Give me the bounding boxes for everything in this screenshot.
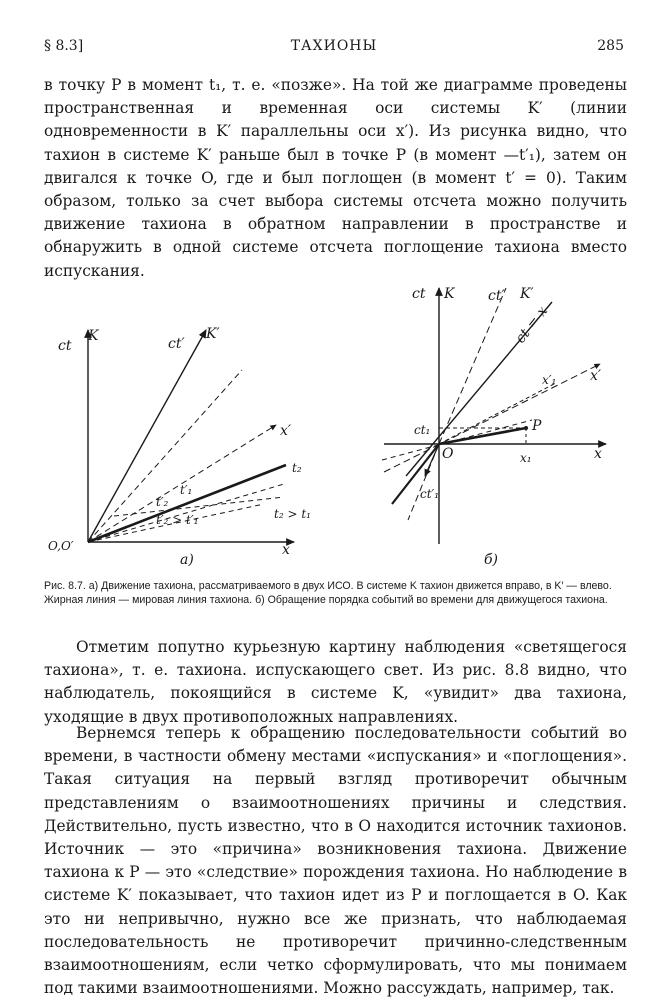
- right-panel-label: б): [484, 552, 499, 568]
- left-ct-label: ct: [58, 338, 72, 354]
- right-x1prime-label: x′₁: [542, 373, 557, 387]
- left-origin-label: O,O′: [48, 539, 74, 553]
- right-ctprime-axis: [439, 288, 506, 444]
- paragraph-1: в точку P в момент t₁, т. е. «позже». На той же диаграмме проведены пространственная и временная оси системы K′ (линии одновременности в K′ параллельны оси x′). Из рисунка видно, что тахион в системе K′ раньше был в точке P (в момент —t′₁), затем он двигался к точке O, где и был поглощен (в момент t′ = 0). Таким образом, только за счет выбора системы отсчета можно получить движение тахиона в обратном направлении в пространстве и обнаружить в одной системе отсчета поглощение тахиона вместо испускания.: [44, 76, 627, 280]
- right-x-label: x: [594, 446, 602, 462]
- paragraph-2: Отметим попутно курьезную картину наблюдения «светящегося тахиона», т. е. тахиона. испускающего свет. Из рис. 8.8 видно, что наблюдатель, покоящийся в системе K, «увидит» два тахиона, уходящие в двух противоположных направлениях.: [44, 638, 627, 726]
- right-Kprime-label: K′: [520, 286, 534, 302]
- left-inequality-2: t₂ > t₁: [274, 507, 311, 521]
- right-xprime-axis: [384, 364, 600, 472]
- right-ct-label: ct: [412, 286, 426, 302]
- right-ctprime-label: ct′: [488, 288, 505, 304]
- left-xprime-label: x′: [280, 423, 292, 439]
- left-Kprime-label: K′: [206, 326, 220, 342]
- left-K-label: K: [88, 328, 99, 344]
- left-tachyon-worldline: [88, 465, 286, 542]
- left-inequality-1: t′₂ > t′₁: [156, 513, 199, 527]
- page-header: [44, 38, 624, 60]
- right-ctx-label: ct = x: [512, 303, 552, 347]
- right-x1prime-line: [439, 384, 554, 444]
- figure-caption: Рис. 8.7. а) Движение тахиона, рассматриваемого в двух ИСО. В системе K тахион движется вправо, в K′ — влево. Жирная линия — мировая линия тахиона. б) Обращение порядка событий во времени для движущегося тахиона.: [44, 580, 612, 606]
- right-P-label: P: [532, 418, 542, 434]
- left-ctprime-label: ct′: [168, 336, 185, 352]
- left-t1prime-label: t′₁: [180, 483, 193, 497]
- right-O-label: O: [442, 446, 454, 462]
- running-title: ТАХИОНЫ: [290, 38, 378, 54]
- left-x-label: x: [282, 542, 290, 558]
- page-number: 285: [597, 38, 624, 54]
- right-x1-label: x₁: [520, 451, 532, 465]
- diagram-left: [48, 326, 311, 568]
- left-panel-label: а): [180, 552, 194, 568]
- diagram-right: [382, 286, 606, 568]
- paragraph-3: Вернемся теперь к обращению последовательности событий во времени, в частности обмену местами «испускания» и «поглощения». Такая ситуация на первый взгляд противоречит обычным представлениям о взаимоотношениях причины и следствия. Действительно, пусть известно, что в O находится источник тахионов. Источник — это «причина» возникновения тахиона. Движение тахиона к P — это «следствие» порождения тахиона. Но наблюдение в системе K′ показывает, что тахион идет из P и поглощается в O. Как это ни непривычно, нужно все же признать, что наблюдаемая последовательность не противоречит причинно-следственным взаимоотношениям, если четко сформулировать, что мы понимаем под такими взаимоотношениями. Можно рассуждать, например, так.: [44, 724, 627, 998]
- figure-8-7: [44, 272, 627, 582]
- left-ctprime-axis: [88, 330, 206, 542]
- section-number: § 8.3]: [44, 38, 84, 54]
- right-K-label: K: [444, 286, 455, 302]
- right-ct1-label: ct₁: [414, 423, 431, 437]
- left-t2prime-label: t′₂: [156, 495, 169, 509]
- right-xprime-label: x′: [590, 368, 602, 384]
- right-point-P: [524, 426, 528, 430]
- left-t2-label: t₂: [292, 461, 302, 475]
- right-ct1prime-label: ct′₁: [420, 487, 440, 501]
- right-tachyon-worldline: [439, 428, 526, 444]
